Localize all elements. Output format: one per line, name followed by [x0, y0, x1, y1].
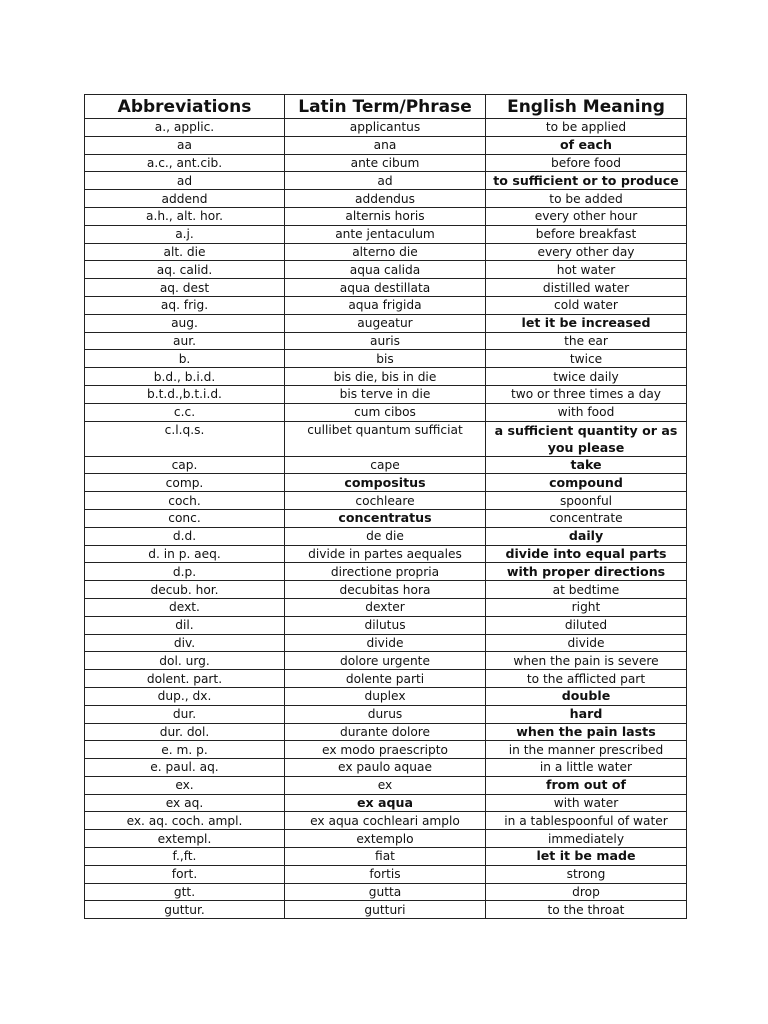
latin-term-cell: durus [285, 705, 486, 723]
header-english-meaning: English Meaning [486, 95, 687, 119]
table-body [85, 119, 687, 919]
table-row [85, 207, 687, 225]
abbreviation-cell: c.c. [85, 403, 285, 421]
table-row [85, 563, 687, 581]
abbreviation-cell: dup., dx. [85, 687, 285, 705]
english-meaning-cell: take [486, 456, 687, 474]
english-meaning-cell: diluted [486, 616, 687, 634]
english-meaning-cell: hot water [486, 261, 687, 279]
latin-term-cell: auris [285, 332, 486, 350]
table-row [85, 865, 687, 883]
table-row [85, 385, 687, 403]
table-row [85, 474, 687, 492]
latin-term-cell: dolore urgente [285, 652, 486, 670]
latin-term-cell: gutturi [285, 901, 486, 919]
table-row [85, 812, 687, 830]
english-meaning-cell: in the manner prescribed [486, 741, 687, 759]
table-row [85, 741, 687, 759]
abbreviation-cell: d. in p. aeq. [85, 545, 285, 563]
header-latin-term: Latin Term/Phrase [285, 95, 486, 119]
latin-term-cell: ex aqua [285, 794, 486, 812]
english-meaning-cell: with proper directions [486, 563, 687, 581]
abbreviation-cell: ex aq. [85, 794, 285, 812]
latin-term-cell: cochleare [285, 492, 486, 510]
latin-term-cell: ex modo praescripto [285, 741, 486, 759]
abbreviation-cell: div. [85, 634, 285, 652]
latin-term-cell: ante cibum [285, 154, 486, 172]
latin-term-cell: bis [285, 350, 486, 368]
abbreviation-cell: aq. dest [85, 279, 285, 297]
table-row [85, 830, 687, 848]
table-row [85, 581, 687, 599]
english-meaning-cell: at bedtime [486, 581, 687, 599]
abbreviation-cell: dol. urg. [85, 652, 285, 670]
table-row [85, 136, 687, 154]
latin-term-cell: dilutus [285, 616, 486, 634]
english-meaning-cell: before food [486, 154, 687, 172]
latin-term-cell: augeatur [285, 314, 486, 332]
abbreviation-cell: e. m. p. [85, 741, 285, 759]
latin-term-cell: cullibet quantum sufficiat [285, 421, 486, 456]
abbreviation-table-container [84, 94, 686, 919]
english-meaning-cell: divide [486, 634, 687, 652]
english-meaning-cell: immediately [486, 830, 687, 848]
latin-term-cell: duplex [285, 687, 486, 705]
header-abbreviations: Abbreviations [85, 95, 285, 119]
english-meaning-cell: twice daily [486, 368, 687, 386]
latin-term-cell: applicantus [285, 119, 486, 137]
latin-term-cell: ex aqua cochleari amplo [285, 812, 486, 830]
english-meaning-cell: before breakfast [486, 225, 687, 243]
latin-term-cell: ex paulo aquae [285, 759, 486, 777]
table-row [85, 403, 687, 421]
latin-term-cell: aqua calida [285, 261, 486, 279]
abbreviation-cell: fort. [85, 865, 285, 883]
table-row [85, 492, 687, 510]
english-meaning-cell: let it be made [486, 848, 687, 866]
english-meaning-cell: spoonful [486, 492, 687, 510]
table-row [85, 421, 687, 456]
latin-term-cell: ana [285, 136, 486, 154]
table-row [85, 509, 687, 527]
abbreviation-cell: addend [85, 190, 285, 208]
table-row [85, 848, 687, 866]
abbreviation-cell: b.t.d.,b.t.i.d. [85, 385, 285, 403]
english-meaning-cell: of each [486, 136, 687, 154]
english-meaning-cell: every other day [486, 243, 687, 261]
table-row [85, 368, 687, 386]
table-row [85, 172, 687, 190]
english-meaning-cell: divide into equal parts [486, 545, 687, 563]
abbreviation-cell: aq. calid. [85, 261, 285, 279]
table-row [85, 190, 687, 208]
english-meaning-cell: let it be increased [486, 314, 687, 332]
english-meaning-cell: drop [486, 883, 687, 901]
english-meaning-cell: with food [486, 403, 687, 421]
table-row [85, 616, 687, 634]
abbreviation-cell: aa [85, 136, 285, 154]
english-meaning-cell: twice [486, 350, 687, 368]
latin-term-cell: ante jentaculum [285, 225, 486, 243]
header-row [85, 95, 687, 119]
english-meaning-cell: concentrate [486, 509, 687, 527]
abbreviation-cell: e. paul. aq. [85, 759, 285, 777]
english-meaning-cell: to the throat [486, 901, 687, 919]
english-meaning-cell: two or three times a day [486, 385, 687, 403]
table-row [85, 279, 687, 297]
abbreviation-cell: a.h., alt. hor. [85, 207, 285, 225]
table-row [85, 598, 687, 616]
latin-term-cell: durante dolore [285, 723, 486, 741]
english-meaning-cell: cold water [486, 296, 687, 314]
table-row [85, 456, 687, 474]
english-meaning-cell: to the afflicted part [486, 670, 687, 688]
latin-term-cell: bis terve in die [285, 385, 486, 403]
abbreviation-cell: aq. frig. [85, 296, 285, 314]
abbreviation-cell: coch. [85, 492, 285, 510]
latin-term-cell: ex [285, 776, 486, 794]
table-row [85, 705, 687, 723]
table-row [85, 652, 687, 670]
english-meaning-cell: from out of [486, 776, 687, 794]
abbreviation-cell: guttur. [85, 901, 285, 919]
table-row [85, 759, 687, 777]
abbreviation-cell: dext. [85, 598, 285, 616]
latin-term-cell: ad [285, 172, 486, 190]
abbreviation-cell: a., applic. [85, 119, 285, 137]
abbreviation-cell: ex. aq. coch. ampl. [85, 812, 285, 830]
abbreviation-cell: gtt. [85, 883, 285, 901]
latin-term-cell: cum cibos [285, 403, 486, 421]
abbreviation-cell: conc. [85, 509, 285, 527]
latin-term-cell: gutta [285, 883, 486, 901]
latin-term-cell: aqua frigida [285, 296, 486, 314]
table-row [85, 119, 687, 137]
table-row [85, 154, 687, 172]
latin-term-cell: divide [285, 634, 486, 652]
english-meaning-cell: to sufficient or to produce [486, 172, 687, 190]
abbreviation-cell: comp. [85, 474, 285, 492]
table-row [85, 670, 687, 688]
table-row [85, 261, 687, 279]
abbreviation-cell: aur. [85, 332, 285, 350]
english-meaning-cell: with water [486, 794, 687, 812]
abbreviation-cell: b.d., b.i.d. [85, 368, 285, 386]
abbreviation-cell: dur. [85, 705, 285, 723]
table-row [85, 314, 687, 332]
latin-term-cell: aqua destillata [285, 279, 486, 297]
english-meaning-cell: to be applied [486, 119, 687, 137]
table-row [85, 527, 687, 545]
latin-term-cell: compositus [285, 474, 486, 492]
latin-term-cell: bis die, bis in die [285, 368, 486, 386]
latin-term-cell: alterno die [285, 243, 486, 261]
english-meaning-cell: every other hour [486, 207, 687, 225]
latin-term-cell: fortis [285, 865, 486, 883]
abbreviation-cell: d.d. [85, 527, 285, 545]
latin-term-cell: dexter [285, 598, 486, 616]
abbreviation-cell: f.,ft. [85, 848, 285, 866]
latin-term-cell: alternis horis [285, 207, 486, 225]
english-meaning-cell: the ear [486, 332, 687, 350]
table-row [85, 687, 687, 705]
english-meaning-cell: in a tablespoonful of water [486, 812, 687, 830]
english-meaning-cell: compound [486, 474, 687, 492]
latin-term-cell: dolente parti [285, 670, 486, 688]
abbreviation-cell: dil. [85, 616, 285, 634]
latin-term-cell: concentratus [285, 509, 486, 527]
english-meaning-cell: strong [486, 865, 687, 883]
english-meaning-cell: when the pain lasts [486, 723, 687, 741]
abbreviation-cell: d.p. [85, 563, 285, 581]
latin-term-cell: addendus [285, 190, 486, 208]
abbreviation-cell: aug. [85, 314, 285, 332]
abbreviation-cell: dolent. part. [85, 670, 285, 688]
abbreviation-cell: a.c., ant.cib. [85, 154, 285, 172]
table-row [85, 225, 687, 243]
latin-term-cell: de die [285, 527, 486, 545]
latin-term-cell: extemplo [285, 830, 486, 848]
table-row [85, 776, 687, 794]
abbreviation-cell: b. [85, 350, 285, 368]
latin-term-cell: divide in partes aequales [285, 545, 486, 563]
abbreviation-cell: dur. dol. [85, 723, 285, 741]
latin-term-cell: fiat [285, 848, 486, 866]
abbreviation-cell: cap. [85, 456, 285, 474]
english-meaning-cell: right [486, 598, 687, 616]
table-row [85, 883, 687, 901]
english-meaning-cell: distilled water [486, 279, 687, 297]
abbreviation-cell: alt. die [85, 243, 285, 261]
english-meaning-cell: double [486, 687, 687, 705]
table-row [85, 296, 687, 314]
table-row [85, 243, 687, 261]
abbreviation-cell: a.j. [85, 225, 285, 243]
abbreviation-cell: decub. hor. [85, 581, 285, 599]
latin-term-cell: directione propria [285, 563, 486, 581]
english-meaning-cell: hard [486, 705, 687, 723]
english-meaning-cell: daily [486, 527, 687, 545]
table-row [85, 794, 687, 812]
table-row [85, 545, 687, 563]
table-row [85, 634, 687, 652]
table-row [85, 350, 687, 368]
abbreviation-cell: extempl. [85, 830, 285, 848]
abbreviation-table [84, 94, 687, 919]
abbreviation-cell: ad [85, 172, 285, 190]
abbreviation-cell: c.l.q.s. [85, 421, 285, 456]
abbreviation-cell: ex. [85, 776, 285, 794]
english-meaning-cell: to be added [486, 190, 687, 208]
latin-term-cell: cape [285, 456, 486, 474]
table-row [85, 901, 687, 919]
english-meaning-cell: a sufficient quantity or as you please [486, 421, 687, 456]
table-row [85, 723, 687, 741]
latin-term-cell: decubitas hora [285, 581, 486, 599]
english-meaning-cell: when the pain is severe [486, 652, 687, 670]
table-row [85, 332, 687, 350]
english-meaning-cell: in a little water [486, 759, 687, 777]
